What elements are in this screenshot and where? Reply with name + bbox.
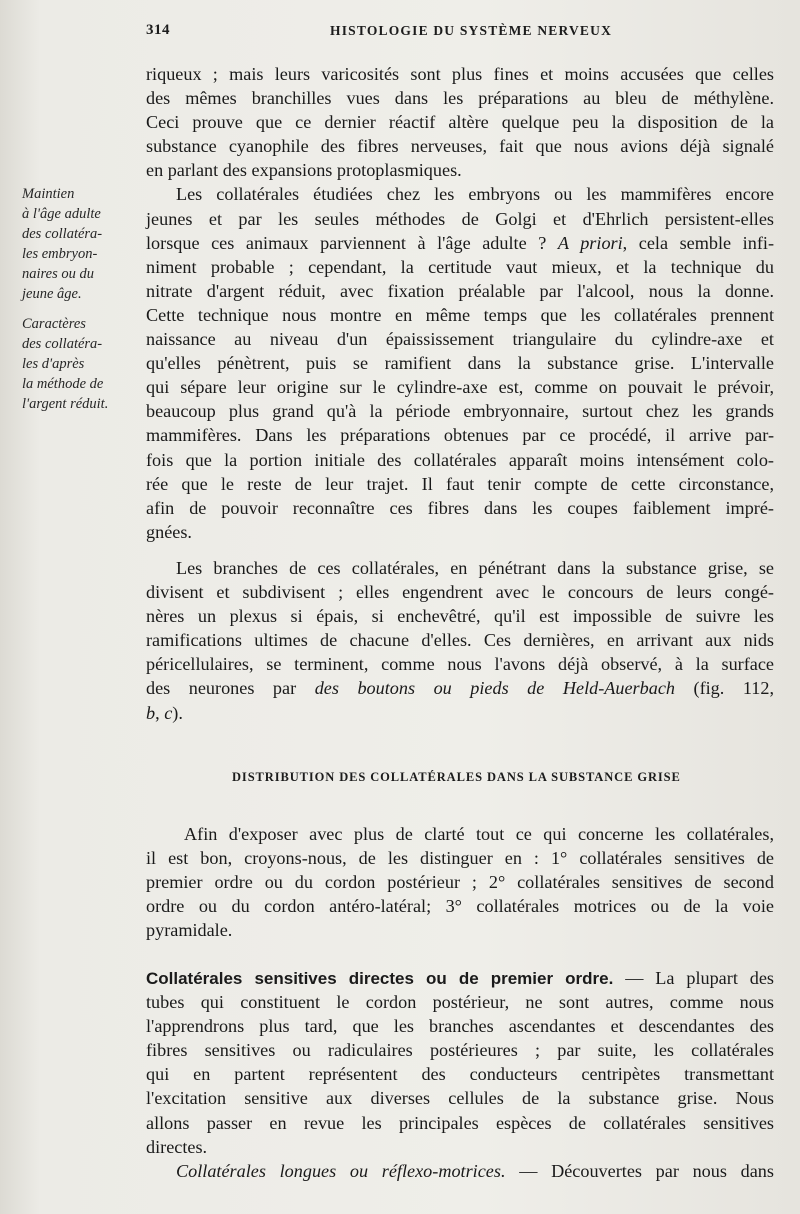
marginal-line: la méthode de xyxy=(22,376,104,392)
text-run: lorsque ces animaux parviennent à l'âge adulte ? xyxy=(146,232,558,253)
text-line: fibres sensitives ou radiculaires postérieures ; par suite, les collatérales xyxy=(146,1040,774,1061)
text-line: Afin d'exposer avec plus de clarté tout ce qui concerne les collatérales, xyxy=(184,824,774,844)
text-line: substance cyanophile des fibres nerveuses, fait que nous avions déjà signalé xyxy=(146,136,774,157)
text-line: tubes qui constituent le cordon postérieur, ne sont autres, comme nous xyxy=(146,992,774,1013)
text-run: (fig. 112, xyxy=(675,678,774,699)
italic-run: des boutons ou pieds de Held-Auerbach xyxy=(314,678,675,699)
text-line: niment probable ; cependant, la certitude vaut mieux, et la technique du xyxy=(146,256,774,277)
text-line: qu'elles pénètrent, puis se ramifient dans la substance grise. L'intervalle xyxy=(146,353,774,374)
page-number: 314 xyxy=(146,22,170,38)
text-line: péricellulaires, se terminent, comme nous l'avons déjà observé, à la surface xyxy=(146,654,774,675)
text-run: ). xyxy=(172,702,183,723)
marginal-line: jeune âge. xyxy=(22,286,82,302)
marginal-line: Maintien xyxy=(22,186,75,202)
text-run: , xyxy=(155,702,165,723)
bold-subheading: Collatérales sensitives directes ou de premier ordre. xyxy=(146,969,614,988)
body-paragraph-sensitive-collaterals xyxy=(146,966,774,1183)
section-heading: DISTRIBUTION DES COLLATÉRALES DANS LA SUBSTANCE GRISE xyxy=(232,770,681,784)
marginal-line: les d'après xyxy=(22,356,85,372)
text-line: Cette technique nous montre en même temps que les collatérales prennent xyxy=(146,304,774,325)
text-line: en parlant des expansions protoplasmiques. xyxy=(146,160,462,181)
marginal-note-adult-persistence xyxy=(22,184,138,304)
text-line xyxy=(146,966,774,990)
running-head xyxy=(0,22,800,46)
text-line: gnées. xyxy=(146,521,192,542)
text-line: fois que la portion initiale des collatérales apparaît moins intensément colo- xyxy=(146,449,774,470)
text-run: , cela semble infi- xyxy=(622,232,774,253)
text-line: beaucoup plus grand qu'à la période embryonnaire, surtout chez les grands xyxy=(146,401,774,422)
text-line: l'apprendrons plus tard, que les branches ascendantes et descendantes des xyxy=(146,1016,774,1037)
text-line: divisent et subdivisent ; elles engendrent avec le concours de leurs congé- xyxy=(146,582,774,603)
text-line: des mêmes branchilles vues dans les préparations au bleu de méthylène. xyxy=(146,88,774,109)
text-line: qui sépare leur origine sur le cylindre-axe est, comme on pouvait le prévoir, xyxy=(146,377,774,398)
text-line: Les branches de ces collatérales, en pénétrant dans la substance grise, se xyxy=(176,558,774,578)
marginal-note-silver-method xyxy=(22,314,138,414)
text-line: Les collatérales étudiées chez les embryons ou les mammifères encore xyxy=(176,184,774,205)
text-line: riqueux ; mais leurs varicosités sont plus fines et moins accusées que celles xyxy=(146,64,774,84)
text-line: premier ordre ou du cordon postérieur ; 2° collatérales sensitives de second xyxy=(146,872,774,893)
text-line: l'excitation sensitive aux diverses cellules de la substance grise. Nous xyxy=(146,1088,774,1109)
text-line: il est bon, croyons-nous, de les distinguer en : 1° collatérales sensitives de xyxy=(146,848,774,869)
text-line: ordre ou du cordon antéro-latéral; 3° collatérales motrices ou de la voie xyxy=(146,896,774,917)
marginal-line: l'argent réduit. xyxy=(22,396,109,412)
text-line xyxy=(146,1159,774,1183)
italic-run: A priori xyxy=(557,232,623,253)
text-line: allons passer en revue les principales espèces de collatérales sensitives xyxy=(146,1112,774,1133)
text-line: naissance au niveau d'un épaississement triangulaire du cylindre-axe et xyxy=(146,329,774,350)
text-line xyxy=(146,676,774,700)
text-line: nères un plexus si épais, si enchevêtré, qu'il est impossible de suivre les xyxy=(146,606,774,627)
text-line: mammifères. Dans les préparations obtenues par ce procédé, il arrive par- xyxy=(146,425,774,446)
text-line: qui en partent représentent des conducteurs centripètes transmettant xyxy=(146,1064,774,1085)
italic-run: c xyxy=(164,702,173,723)
text-run: — Découvertes par nous dans xyxy=(505,1160,774,1181)
italic-run: Collatérales longues ou réflexo-motrices. xyxy=(176,1160,506,1181)
text-line: Ceci prouve que ce dernier réactif altère quelque peu la disposition de la xyxy=(146,112,774,133)
text-line: pyramidale. xyxy=(146,920,233,941)
marginal-line: à l'âge adulte xyxy=(22,206,101,222)
text-line: ramifications ultimes de chacune d'elles. Ces dernières, en arrivant aux nids xyxy=(146,630,774,651)
text-run: des neurones par xyxy=(146,678,315,699)
running-head-title: HISTOLOGIE DU SYSTÈME NERVEUX xyxy=(330,23,613,38)
marginal-line: Caractères xyxy=(22,316,86,332)
text-line: jeunes et par les seules méthodes de Golgi et d'Ehrlich persistent-elles xyxy=(146,208,774,229)
body-paragraph-classification xyxy=(146,822,774,942)
text-line xyxy=(146,231,774,255)
marginal-line: des collatéra- xyxy=(22,226,103,242)
italic-run: b xyxy=(146,702,156,723)
marginal-line: des collatéra- xyxy=(22,336,103,352)
text-line: directes. xyxy=(146,1136,208,1157)
text-line: nitrate d'argent réduit, avec fixation préalable par l'alcool, nous la donne. xyxy=(146,280,774,301)
text-line: afin de pouvoir reconnaître ces fibres dans les coupes faiblement impré- xyxy=(146,497,774,518)
marginal-line: naires ou du xyxy=(22,266,94,282)
text-line xyxy=(146,701,774,725)
text-run: — La plupart des xyxy=(613,968,774,988)
text-line: rée que le reste de leur trajet. Il faut tenir compte de cette circonstance, xyxy=(146,473,774,494)
body-paragraphs-top xyxy=(146,62,774,544)
marginal-line: les embryon- xyxy=(22,246,98,262)
body-paragraph-branches xyxy=(146,556,774,725)
